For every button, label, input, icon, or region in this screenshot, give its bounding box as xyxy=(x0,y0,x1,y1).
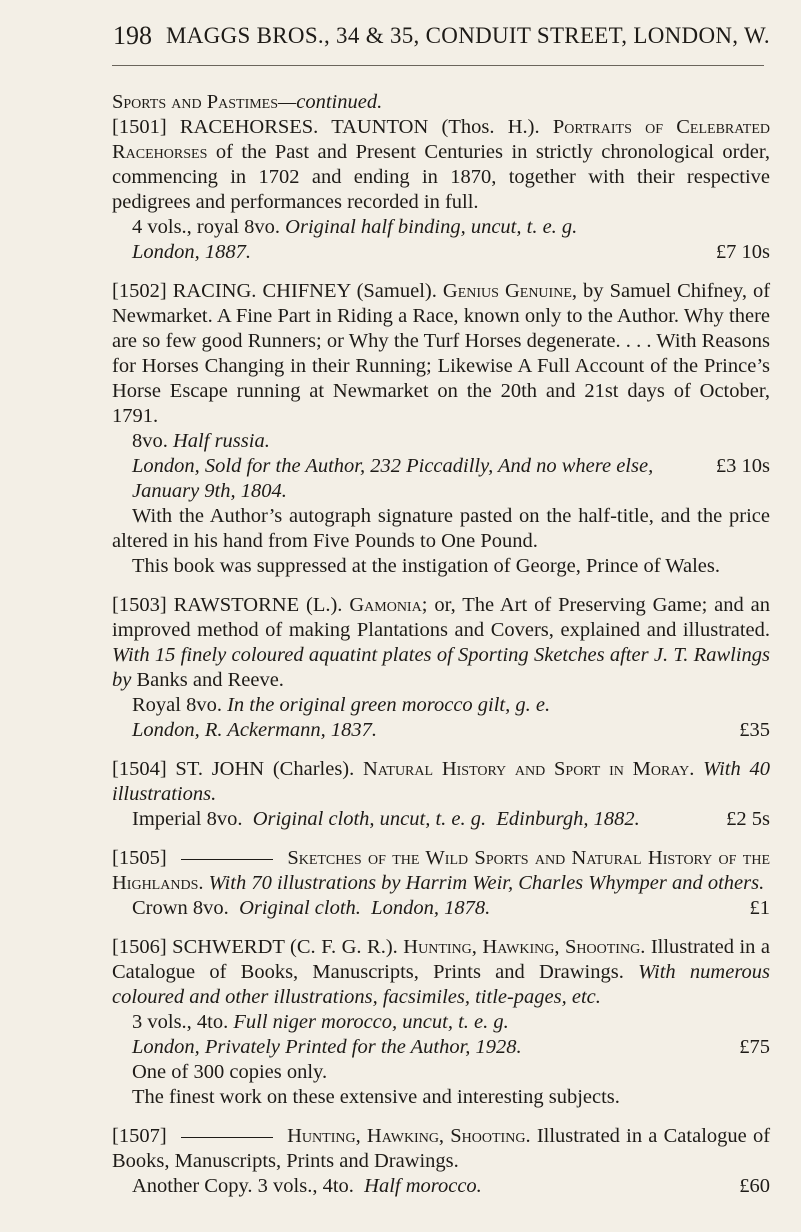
entry-title: Gamonia; xyxy=(349,594,428,616)
entry-illustrations: With 15 finely coloured aquatint plates of Sporting Sketches after J. T. Rawlings by xyxy=(112,644,770,691)
entry-binding: Original cloth, uncut, t. e. g. xyxy=(252,808,487,830)
entry-format-line xyxy=(112,215,770,240)
entry-author: RAWSTORNE (L.). xyxy=(173,594,343,616)
entry-description xyxy=(112,757,770,807)
entry-description xyxy=(112,1124,770,1174)
entry-desc: Illustrated in a Catalogue of xyxy=(536,1125,771,1147)
entry-title: Natural History and Sport in Moray. xyxy=(363,758,695,780)
entry-binding: In the original green morocco gilt, g. e. xyxy=(227,694,551,716)
entry-imprint: London, R. Ackermann, 1837. xyxy=(132,719,378,741)
entry-description xyxy=(112,593,770,693)
entry-format-line xyxy=(112,429,770,454)
entry-binding: Full niger morocco, uncut, t. e. g. xyxy=(233,1011,509,1033)
entry-price: £3 10s xyxy=(715,455,770,477)
entry-format: Royal 8vo. xyxy=(132,694,222,716)
entry-illustrations: With numerous coloured and other illustrations, facsimiles, title-pages, etc. xyxy=(112,961,771,1008)
entry-illustrations: With 70 illustrations by Harrim Weir, Charles Whymper and others. xyxy=(208,872,765,894)
section-suffix: —continued. xyxy=(278,91,383,113)
entry-price: £1 xyxy=(749,897,770,919)
lot-number: [1504] xyxy=(112,758,167,780)
entry-format-line xyxy=(112,807,770,832)
catalogue-entry-1505 xyxy=(112,846,770,921)
entry-subject: RACING. xyxy=(172,280,257,302)
entry-note: This book was suppressed at the instigation of George, Prince of Wales. xyxy=(132,555,720,577)
entry-format: 4 vols., royal 8vo. xyxy=(132,216,281,238)
section-heading xyxy=(112,90,770,115)
entry-title: Sketches of the Wild Sports and Natural History of the Highlands. xyxy=(112,847,770,894)
entry-title: Hunting, Hawking, Shooting. xyxy=(287,1125,531,1147)
entry-description xyxy=(112,115,770,215)
catalogue-entry-1502 xyxy=(112,279,770,579)
lot-number: [1502] xyxy=(112,280,167,302)
entry-imprint: London, 1878. xyxy=(371,897,491,919)
entry-note: The finest work on these extensive and interesting subjects. xyxy=(132,1086,620,1108)
entry-desc: Illustrated in a Catalogue of Books, Manuscripts, Prints and Drawings. xyxy=(112,936,771,983)
entry-note: One of 300 copies only. xyxy=(132,1061,328,1083)
running-header xyxy=(0,14,801,58)
entry-description xyxy=(112,279,770,429)
entry-subject: RACEHORSES. xyxy=(179,116,319,138)
entry-author: TAUNTON (Thos. H.). xyxy=(331,116,540,138)
ditto-rule xyxy=(181,1137,273,1138)
entry-imprint-line xyxy=(112,454,770,504)
entry-title: Genius Genuine, xyxy=(442,280,577,302)
catalogue-entry-1504 xyxy=(112,757,770,832)
entry-price: £2 5s xyxy=(726,808,770,830)
entry-imprint: London, Sold for the Author, 232 Piccadilly, And no where else, January 9th, 1804. xyxy=(132,455,654,502)
entry-price: £75 xyxy=(739,1036,770,1058)
entry-illustrations: With 40 illustrations. xyxy=(112,758,771,805)
ditto-rule xyxy=(181,859,273,860)
lot-number: [1501] xyxy=(112,116,167,138)
lot-number: [1507] xyxy=(112,1125,167,1147)
entry-description xyxy=(112,935,770,1010)
entry-imprint: Edinburgh, 1882. xyxy=(496,808,640,830)
page-number: 198 xyxy=(113,21,152,50)
entry-imprint-line xyxy=(112,718,770,743)
entry-title: Hunting, Hawking, Shooting. xyxy=(403,936,646,958)
entry-format-line xyxy=(112,1174,770,1199)
entry-imprint: London, Privately Printed for the Author, 1928. xyxy=(132,1036,522,1058)
entry-imprint-line xyxy=(112,1035,770,1060)
catalogue-entry-1506 xyxy=(112,935,770,1110)
entry-format: 8vo. xyxy=(132,430,168,452)
entry-binding: Half morocco. xyxy=(364,1175,482,1197)
catalogue-entry-1501 xyxy=(112,115,770,265)
entry-imprint-line xyxy=(112,240,770,265)
entry-author: CHIFNEY (Samuel). xyxy=(262,280,437,302)
entry-price: £35 xyxy=(739,719,770,741)
entry-format-line xyxy=(112,896,770,921)
entry-desc: or, The Art of Preserving Game; and an improved method of making Plantations and Covers, explained and illustrated. xyxy=(112,594,771,641)
entry-price: £7 10s xyxy=(715,241,770,263)
entry-desc-tail: Books, Manuscripts, Prints and Drawings. xyxy=(112,1150,459,1172)
entry-author: SCHWERDT (C. F. G. R.). xyxy=(172,936,398,958)
catalogue-entry-1507 xyxy=(112,1124,770,1199)
entry-format-line xyxy=(112,1010,770,1035)
entry-author: ST. JOHN (Charles). xyxy=(175,758,355,780)
entry-format: Crown 8vo. xyxy=(132,897,229,919)
header-rule xyxy=(112,65,764,66)
entry-format: Another Copy. 3 vols., 4to. xyxy=(132,1175,354,1197)
lot-number: [1503] xyxy=(112,594,167,616)
entry-desc: of the Past and Present Centuries in strictly chronological order, commencing in 1702 and ending in 1870, together with their respective pedigrees and performances recorded in full. xyxy=(112,141,770,213)
entry-price: £60 xyxy=(739,1175,770,1197)
entry-note: With the Author’s autograph signature pasted on the half-title, and the price altered in his hand from Five Pounds to One Pound. xyxy=(112,505,770,552)
entry-imprint: London, 1887. xyxy=(132,241,252,263)
section-title: Sports and Pastimes xyxy=(112,91,279,113)
lot-number: [1505] xyxy=(112,847,167,869)
entry-binding: Original half binding, uncut, t. e. g. xyxy=(285,216,578,238)
catalogue-entry-1503 xyxy=(112,593,770,743)
catalogue-body xyxy=(112,90,770,1213)
entry-binding: Half russia. xyxy=(173,430,270,452)
entry-format: Imperial 8vo. xyxy=(132,808,243,830)
entry-title: Portraits of Celebrated Racehorses xyxy=(112,116,771,163)
lot-number: [1506] xyxy=(112,936,167,958)
header-text: MAGGS BROS., 34 & 35, CONDUIT STREET, LONDON, W. xyxy=(166,23,770,48)
entry-format-line xyxy=(112,693,770,718)
entry-format: 3 vols., 4to. xyxy=(132,1011,229,1033)
entry-desc: by Samuel Chifney, of Newmarket. A Fine Part in Riding a Race, known only to the Author. Why there are so few good Runners; or Why the Turf Horses degenerate. . . . With Reasons for Horses Changing in their Running; Likewise A Full Account of the Prince’s Horse Escape running at Newmarket on the 20th and 21st days of October, 1791. xyxy=(112,280,771,427)
entry-binding: Original cloth. xyxy=(239,897,361,919)
entry-illustrations-tail: Banks and Reeve. xyxy=(136,669,284,691)
entry-description xyxy=(112,846,770,896)
